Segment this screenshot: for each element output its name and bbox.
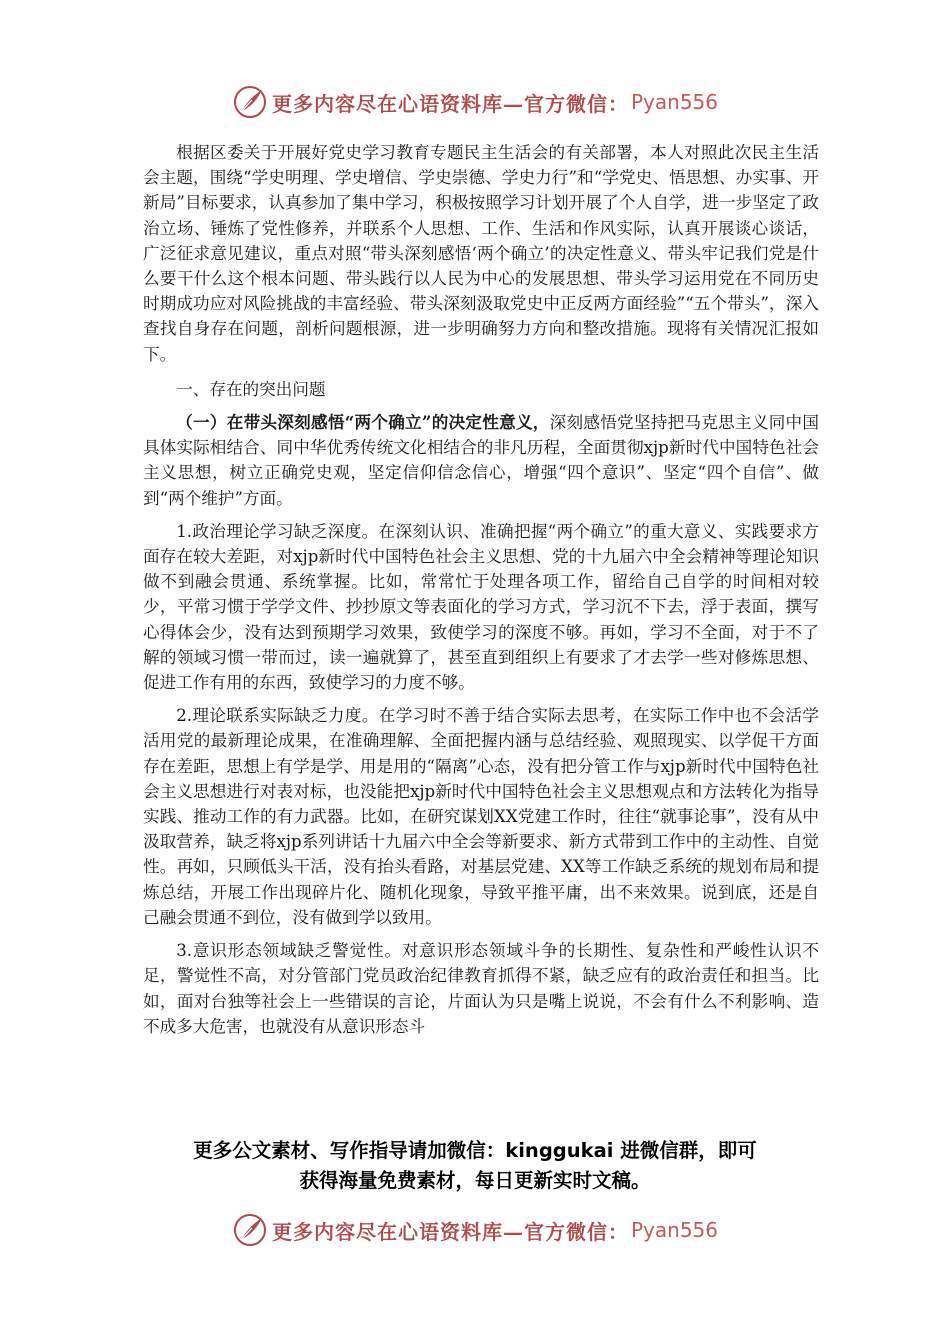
footer-banner bbox=[0, 1208, 950, 1252]
promo-line-1: 更多公文素材、写作指导请加微信：kinggukai 进微信群，即可 bbox=[193, 1139, 757, 1162]
section-heading: 一、存在的突出问题 bbox=[176, 379, 326, 399]
banner-text: 更多内容尽在心语资料库—官方微信： bbox=[271, 1219, 629, 1244]
document-body bbox=[143, 140, 819, 1039]
subsection-heading: （一）在带头深刻感悟“两个确立”的决定性意义， bbox=[176, 412, 550, 433]
feather-pen-icon bbox=[232, 1212, 268, 1248]
intro-paragraph: 根据区委关于开展好党史学习教育专题民主生活会的有关部署，本人对照此次民主生活会主题，围绕“学史明理、学史增信、学史崇德、学史力行”和“学党史、悟思想、办实事、开新局”目标要求，认真参加了集中学习，积极按照学习计划开展了个人自学，进一步坚定了政治立场、锤炼了党性修养，并联系个人思想、工作、生活和作风实际，认真开展谈心谈话，广泛征求意见建议，重点对照“带头深刻感悟‘两个确立’的决定性意义、带头牢记我们党是什么要干什么这个根本问题、带头践行以人民为中心的发展思想、带头学习运用党在不同历史时期成功应对风险挑战的丰富经验、带头深刻汲取党史中正反两方面经验”“五个带头”，深入查找自身存在问题，剖析问题根源，进一步明确努力方向和整改措施。现将有关情况汇报如下。 bbox=[143, 143, 819, 364]
promo-notice bbox=[120, 1136, 830, 1196]
item-paragraph-2: 2.理论联系实际缺乏力度。在学习时不善于结合实际去思考，在实际工作中也不会活学活用党的最新理论成果，在准确理解、全面把握内涵与总结经验、观照现实、以学促干方面存在差距，思想上有学是学、用是用的“隔离”心态，没有把分管工作与xjp新时代中国特色社会主义思想进行对表对标，也没能把xjp新时代中国特色社会主义思想观点和方法转化为指导实践、推动工作的有力武器。比如，在研究谋划XX党建工作时，往往“就事论事”，没有从中汲取营养，缺乏将xjp系列讲话十九届六中全会等新要求、新方式带到工作中的主动性、自觉性。再如，只顾低头干活，没有抬头看路，对基层党建、XX等工作缺乏系统的规划布局和提炼总结，开展工作出现碎片化、随机化现象，导致平推平庸，出不来效果。说到底，还是自己融会贯通不到位，没有做到学以致用。 bbox=[143, 706, 819, 927]
banner-text: 更多内容尽在心语资料库—官方微信： bbox=[271, 91, 629, 116]
item-paragraph-1: 1.政治理论学习缺乏深度。在深刻认识、准确把握“两个确立”的重大意义、实践要求方面存在较大差距，对xjp新时代中国特色社会主义思想、党的十九届六中全会精神等理论知识做不到融会贯通、系统掌握。比如，常常忙于处理各项工作，留给自己自学的时间相对较少，平常习惯于学学文件、抄抄原文等表面化的学习方式，学习沉不下去，浮于表面，撰写心得体会少，没有达到预期学习效果，致使学习的深度不够。再如，学习不全面，对于不了解的领域习惯一带而过，读一遍就算了，甚至直到组织上有要求了才去学一些对修炼思想、促进工作有用的东西，致使学习的力度不够。 bbox=[143, 521, 819, 693]
wechat-id: Pyan556 bbox=[630, 1218, 718, 1242]
subsection-text: 深刻感悟党坚持把马克思主义同中国具体实际相结合、同中华优秀传统文化相结合的非凡历程，全面贯彻xjp新时代中国特色社会主义思想，树立正确党史观，坚定信仰信念信心，增强“四个意识”、坚定“四个自信”、做到“两个维护”方面。 bbox=[143, 413, 820, 508]
promo-line-2: 获得海量免费素材，每日更新实时文稿。 bbox=[299, 1169, 651, 1192]
subsection-paragraph bbox=[143, 410, 819, 511]
header-banner bbox=[0, 80, 950, 124]
item-paragraph-3: 3.意识形态领域缺乏警觉性。对意识形态领域斗争的长期性、复杂性和严峻性认识不足，警觉性不高，对分管部门党员政治纪律教育抓得不紧，缺乏应有的政治责任和担当。比如，面对台独等社会上一些错误的言论，片面认为只是嘴上说说，不会有什么不利影响、造不成多大危害，也就没有从意识形态斗 bbox=[143, 941, 819, 1036]
wechat-id: Pyan556 bbox=[630, 90, 718, 114]
feather-pen-icon bbox=[232, 84, 268, 120]
